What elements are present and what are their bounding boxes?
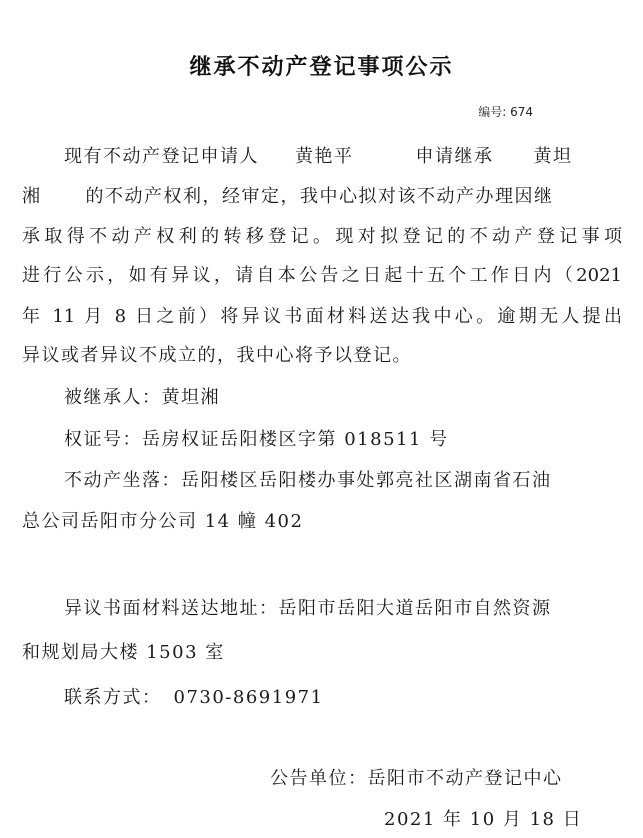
para1-line1 (64, 142, 622, 168)
address-line2: 和规划局大楼 1503 室 (22, 642, 225, 663)
number-value: 674 (510, 105, 533, 119)
para1-line4: 进行公示，如有异议，请自本公告之日起十五个工作日内（2021 (22, 265, 622, 286)
contact-line (64, 683, 622, 709)
notice-title: 继承不动产登记事项公示 (189, 55, 454, 80)
inherit-phrase: 申请继承 (415, 146, 494, 167)
para1-line2 (22, 182, 622, 208)
contact-label: 联系方式： (64, 687, 162, 708)
notice-number (478, 103, 533, 120)
contact-phone: 0730-8691971 (173, 687, 324, 708)
heir-name-part2: 湘 (22, 186, 42, 207)
certificate-line: 权证号：岳房权证岳阳楼区字第 018511 号 (64, 429, 449, 450)
number-label: 编号: (478, 105, 507, 119)
applicant-name: 黄艳平 (295, 146, 354, 167)
para1-line6: 异议或者异议不成立的，我中心将予以登记。 (22, 345, 412, 366)
issuer-line: 公告单位：岳阳市不动产登记中心 (270, 768, 563, 789)
applicant-prefix: 现有不动产登记申请人 (64, 146, 259, 167)
location-line2: 总公司岳阳市分公司 14 幢 402 (22, 511, 304, 532)
notice-date: 2021 年 10 月 18 日 (384, 809, 583, 830)
para1-line3: 承取得不动产权利的转移登记。现对拟登记的不动产登记事项 (22, 226, 622, 247)
para1-line2-text: 的不动产权利，经审定，我中心拟对该不动产办理因继 (85, 186, 554, 207)
para1-line5: 年 11 月 8 日之前）将异议书面材料送达我中心。逾期无人提出 (22, 306, 622, 327)
location-line1: 不动产坐落：岳阳楼区岳阳楼办事处郭亮社区湖南省石油 (64, 470, 552, 491)
address-line1: 异议书面材料送达地址：岳阳市岳阳大道岳阳市自然资源 (64, 598, 552, 619)
heir-name-part1: 黄坦 (533, 146, 573, 167)
inheritee-line: 被继承人：黄坦湘 (64, 387, 220, 408)
